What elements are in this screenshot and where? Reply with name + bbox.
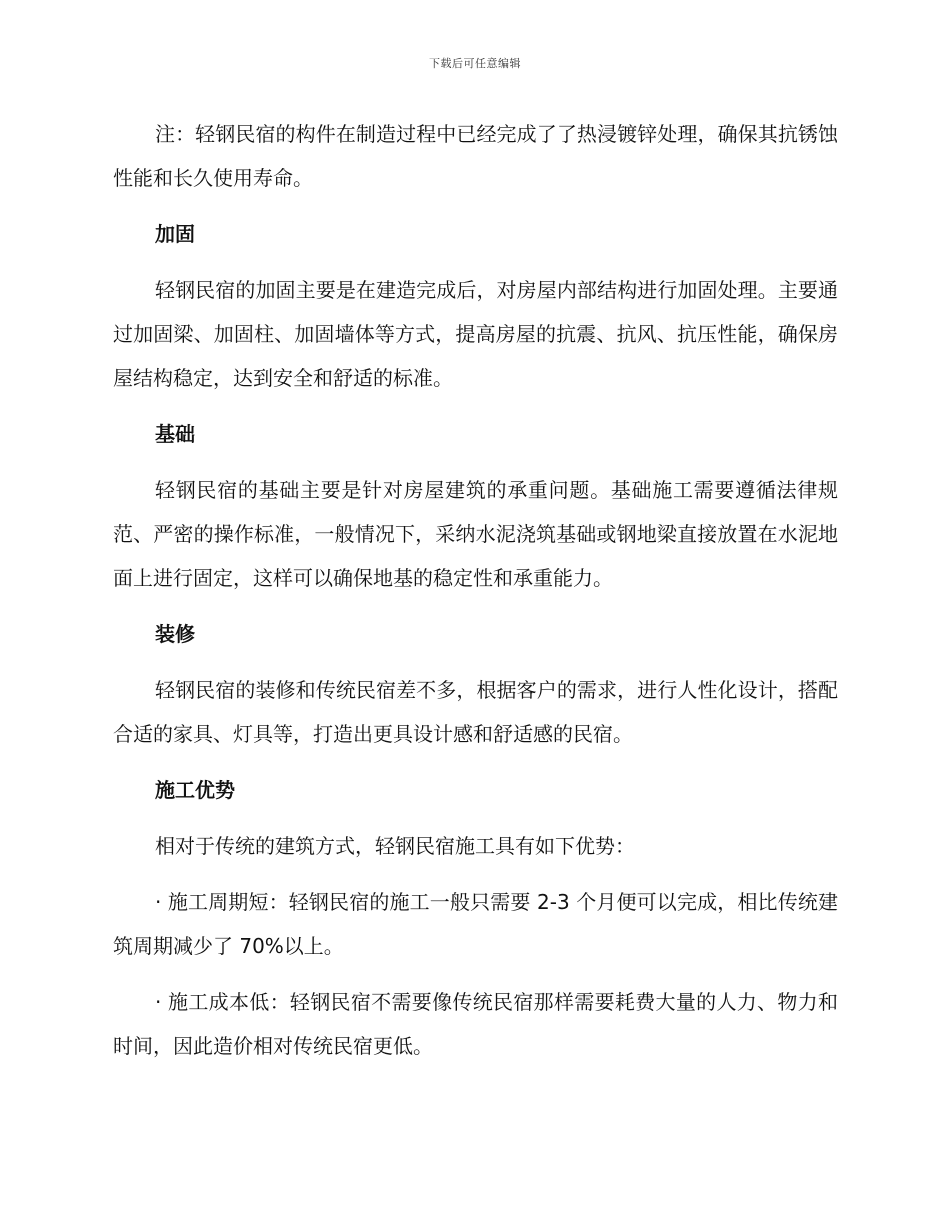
section-paragraph-decoration: 轻钢民宿的装修和传统民宿差不多，根据客户的需求，进行人性化设计，搭配合适的家具、灯具等，打造出更具设计感和舒适感的民宿。 — [113, 678, 838, 746]
section-heading-reinforcement: 加固 — [155, 222, 195, 246]
document-body — [113, 112, 838, 1080]
section-paragraph-reinforcement: 轻钢民宿的加固主要是在建造完成后，对房屋内部结构进行加固处理。主要通过加固梁、加固柱、加固墙体等方式，提高房屋的抗震、抗风、抗压性能，确保房屋结构稳定，达到安全和舒适的标准。 — [113, 278, 838, 390]
header-note: 下载后可任意编辑 — [429, 57, 521, 70]
section-heading-foundation: 基础 — [155, 422, 195, 446]
section-heading-decoration: 装修 — [155, 622, 195, 646]
section-paragraph-foundation: 轻钢民宿的基础主要是针对房屋建筑的承重问题。基础施工需要遵循法律规范、严密的操作标准，一般情况下，采纳水泥浇筑基础或钢地梁直接放置在水泥地面上进行固定，这样可以确保地基的稳定性和承重能力。 — [113, 478, 838, 590]
note-paragraph: 注：轻钢民宿的构件在制造过程中已经完成了了热浸镀锌处理，确保其抗锈蚀性能和长久使用寿命。 — [113, 122, 838, 190]
bullet-item: · 施工成本低：轻钢民宿不需要像传统民宿那样需要耗费大量的人力、物力和时间，因此造价相对传统民宿更低。 — [113, 990, 838, 1058]
bullet-item: · 施工周期短：轻钢民宿的施工一般只需要 2-3 个月便可以完成，相比传统建筑周期减少了 70%以上。 — [113, 890, 838, 958]
section-heading-advantages: 施工优势 — [155, 778, 235, 802]
section-paragraph-advantages: 相对于传统的建筑方式，轻钢民宿施工具有如下优势： — [155, 834, 635, 858]
